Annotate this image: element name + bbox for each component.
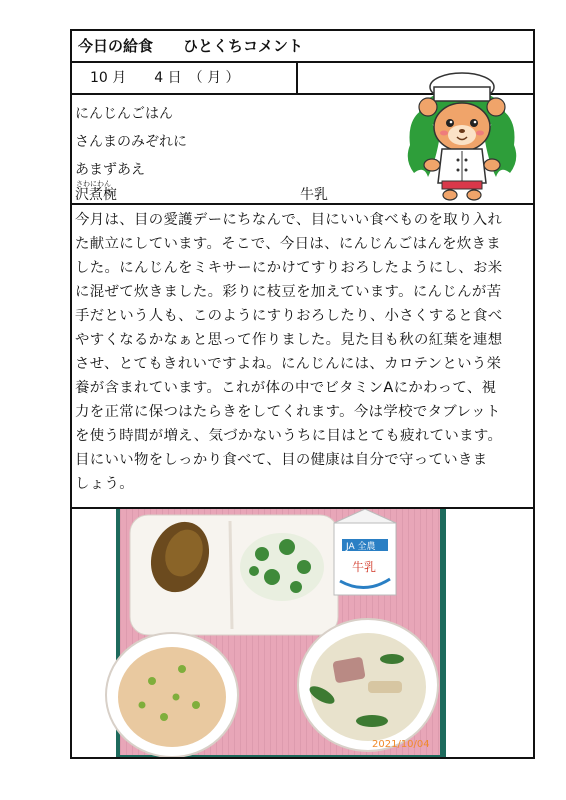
milk-carton [334, 509, 396, 595]
menu-item: 沢煮椀 [75, 187, 117, 203]
comment-line: しょう。 [75, 476, 134, 492]
comment-line: 手だという人も、このようにすりおろしたり、小さくすると食べ [75, 308, 503, 324]
menu-item: あまずあえ [75, 162, 145, 178]
meal-photo-area [72, 507, 533, 757]
menu-item: さんまのみぞれに [75, 134, 187, 150]
menu-drink: 牛乳 [300, 187, 328, 203]
comment-line: 目にいい物をしっかり食べて、目の健康は自分で守っていきま [75, 452, 488, 468]
page-title: 今日の給食 [78, 37, 154, 55]
lunch-comment-sheet [70, 29, 535, 759]
comment-line: した。にんじんをミキサーにかけてすりおろしたようにし、お米 [75, 260, 503, 276]
menu-section [72, 95, 533, 205]
mascot-illustration [402, 65, 522, 200]
menu-item: にんじんごはん [75, 106, 173, 122]
page-subtitle: ひとくちコメント [183, 37, 304, 55]
date-cell: 10 月 4 日 （ 月 ） [72, 63, 298, 95]
comment-line: に混ぜて炊きました。彩りに枝豆を加えています。にんじんが苦 [75, 284, 502, 300]
comment-line: 今月は、目の愛護デーにちなんで、目にいい食べものを取り入れ [75, 212, 503, 228]
milk-carton-brand: JA 全農 [346, 542, 376, 552]
comment-line: やすくなるかなぁと思って作りました。見た目も秋の紅葉を連想 [75, 332, 503, 348]
comment-line: を使う時間が増え、気づかないうちに目はとても疲れています。 [75, 428, 503, 444]
comment-line: させ、とてもきれいですよね。にんじんには、カロテンという栄 [75, 356, 502, 372]
comment-line: 力を正常に保つはたらきをしてくれます。今は学校でタブレット [75, 404, 501, 420]
title-row [72, 31, 533, 63]
comment-line: た献立にしています。そこで、今日は、にんじんごはんを炊きま [75, 236, 502, 252]
menu-item-ruby: さわにわん [76, 180, 111, 188]
comment-line: 養が含まれています。これが体の中でビタミンAにかわって、視 [75, 380, 497, 396]
meal-photo [72, 509, 533, 757]
photo-timestamp: 2021/10/04 [372, 739, 430, 750]
milk-carton-label: 牛乳 [352, 560, 377, 574]
